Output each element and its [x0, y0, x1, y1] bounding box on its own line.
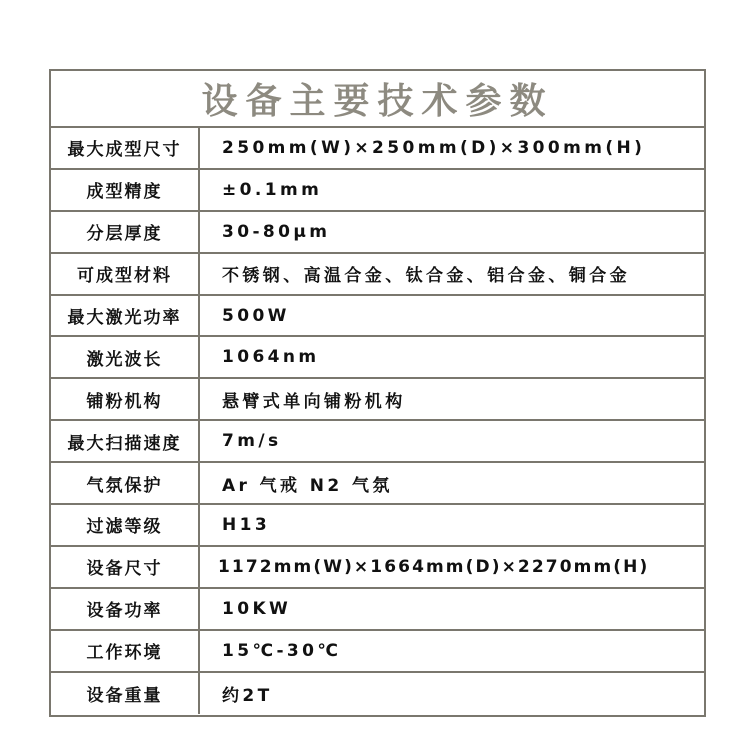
row-value: 250mm(W)×250mm(D)×300mm(H) — [222, 137, 646, 158]
row-value: Ar 气戒 N2 气氛 — [222, 475, 393, 496]
table-row — [51, 421, 704, 463]
row-label: 气氛保护 — [51, 463, 200, 503]
row-value: 15℃-30℃ — [222, 640, 342, 661]
row-label: 可成型材料 — [51, 254, 200, 294]
row-value: 约2T — [222, 686, 273, 707]
row-label: 分层厚度 — [51, 212, 200, 252]
row-label: 最大激光功率 — [51, 296, 200, 336]
row-value: 10KW — [222, 598, 292, 619]
table-row — [51, 337, 704, 379]
row-value: 500W — [222, 305, 290, 326]
table-row — [51, 505, 704, 547]
row-label: 最大扫描速度 — [51, 421, 200, 461]
row-label: 设备重量 — [51, 673, 200, 715]
row-label: 过滤等级 — [51, 505, 200, 545]
row-value: H13 — [222, 514, 271, 535]
table-row — [51, 212, 704, 254]
table-row — [51, 170, 704, 212]
row-label: 激光波长 — [51, 337, 200, 377]
table-row — [51, 673, 704, 715]
row-value: 7m/s — [222, 431, 282, 452]
row-value: 不锈钢、高温合金、钛合金、铝合金、铜合金 — [222, 266, 630, 287]
row-label: 设备功率 — [51, 589, 200, 629]
row-value: 30-80μm — [222, 221, 331, 242]
table-row — [51, 631, 704, 673]
row-label: 最大成型尺寸 — [51, 128, 200, 168]
row-value: 1064nm — [222, 347, 320, 368]
table-row — [51, 296, 704, 338]
table-row — [51, 463, 704, 505]
table-row — [51, 128, 704, 170]
row-value: 悬臂式单向铺粉机构 — [222, 391, 406, 412]
row-label: 成型精度 — [51, 170, 200, 210]
table-row — [51, 547, 704, 589]
row-value: ±0.1mm — [222, 179, 323, 200]
row-label: 铺粉机构 — [51, 379, 200, 419]
table-row — [51, 379, 704, 421]
table-row — [51, 254, 704, 296]
row-label: 设备尺寸 — [51, 547, 200, 587]
table-title: 设备主要技术参数 — [51, 71, 704, 128]
row-label: 工作环境 — [51, 631, 200, 671]
spec-table — [49, 69, 706, 717]
row-value: 1172mm(W)×1664mm(D)×2270mm(H) — [218, 556, 650, 577]
table-row — [51, 589, 704, 631]
